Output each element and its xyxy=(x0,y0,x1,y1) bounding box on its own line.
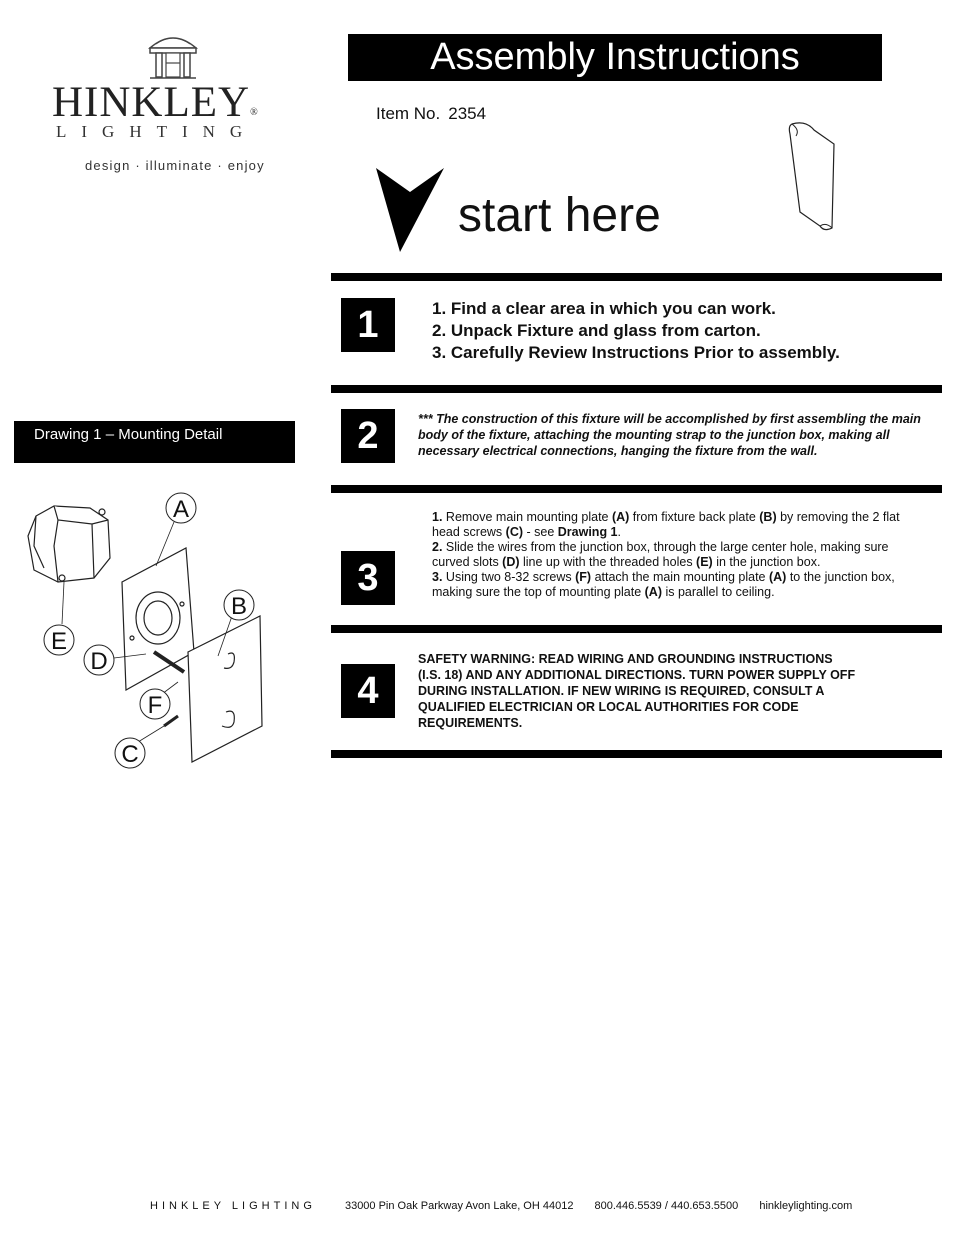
footer-brand: HINKLEY LIGHTING xyxy=(150,1200,316,1212)
step-1-line: 3. Carefully Review Instructions Prior to assembly. xyxy=(432,343,840,362)
drawing-caption: Drawing 1 – Mounting Detail xyxy=(14,421,295,463)
step-number-1: 1 xyxy=(341,298,395,352)
hinkley-logo-icon xyxy=(146,30,200,80)
brand-sub: LIGHTING xyxy=(56,122,258,141)
page-title: Assembly Instructions xyxy=(348,34,882,81)
footer-address: 33000 Pin Oak Parkway Avon Lake, OH 44012 xyxy=(344,1200,574,1212)
step-1-text xyxy=(432,298,840,364)
footer-phone: 800.446.5539 / 440.653.5500 xyxy=(594,1200,739,1212)
screw-f xyxy=(164,716,178,726)
start-arrow-icon xyxy=(374,166,446,254)
divider xyxy=(331,485,942,493)
label-f: F xyxy=(147,692,163,719)
step-4-warning: SAFETY WARNING: READ WIRING AND GROUNDING INSTRUCTIONS (I.S. 18) AND ANY ADDITIONAL DIRECTIONS. TURN POWER SUPPLY OFF DURING INSTALLATION. IF NEW WIRING IS REQUIRED, CONSULT A QUALIFIED ELECTRICIAN OR LOCAL AUTHORITIES FOR CODE REQUIREMENTS. xyxy=(418,652,856,730)
footer-website-link[interactable]: hinkleylighting.com xyxy=(759,1200,853,1212)
item-number xyxy=(376,104,486,124)
divider xyxy=(331,750,942,758)
glass-shade-icon xyxy=(782,118,838,234)
step-2-text: *** The construction of this fixture will be accomplished by first assembling the main body of the fixture, attaching the mounting strap to the junction box, making all necessary electrical connections, hanging the fixture from the wall. xyxy=(418,412,921,458)
back-plate xyxy=(188,616,262,762)
step-1-line: 1. Find a clear area in which you can work. xyxy=(432,299,776,318)
label-e: E xyxy=(50,628,68,655)
step-number-4: 4 xyxy=(341,664,395,718)
divider xyxy=(331,273,942,281)
divider xyxy=(331,385,942,393)
label-c: C xyxy=(121,741,139,768)
mounting-plate xyxy=(122,548,194,690)
mounting-detail-drawing xyxy=(14,486,314,776)
start-here-text: start here xyxy=(458,189,661,242)
step-number-3: 3 xyxy=(341,551,395,605)
footer xyxy=(150,1200,852,1212)
label-a: A xyxy=(172,496,190,523)
brand-tagline: design · illuminate · enjoy xyxy=(85,158,265,173)
step-number-2: 2 xyxy=(341,409,395,463)
step-3-instruction: 3. Using two 8-32 screws (F) attach the main mounting plate (A) to the junction box, making sure the top of mounting plate (A) is parallel to ceiling. xyxy=(432,570,895,599)
divider xyxy=(331,625,942,633)
registered-mark: ® xyxy=(250,107,259,118)
label-b: B xyxy=(230,593,248,620)
item-value: 2354 xyxy=(448,104,487,123)
step-3-text xyxy=(432,510,926,600)
brand-name: HINKLEY® xyxy=(52,79,259,126)
label-d: D xyxy=(90,648,108,675)
step-1-line: 2. Unpack Fixture and glass from carton. xyxy=(432,321,761,340)
item-label: Item No. xyxy=(376,104,441,123)
step-3-instruction: 1. Remove main mounting plate (A) from fixture back plate (B) by removing the 2 flat head screws (C) - see Drawing 1. xyxy=(432,510,900,539)
step-3-instruction: 2. Slide the wires from the junction box, through the large center hole, making sure curved slots (D) line up with the threaded holes (E) in the junction box. xyxy=(432,540,889,569)
junction-box xyxy=(28,506,110,582)
